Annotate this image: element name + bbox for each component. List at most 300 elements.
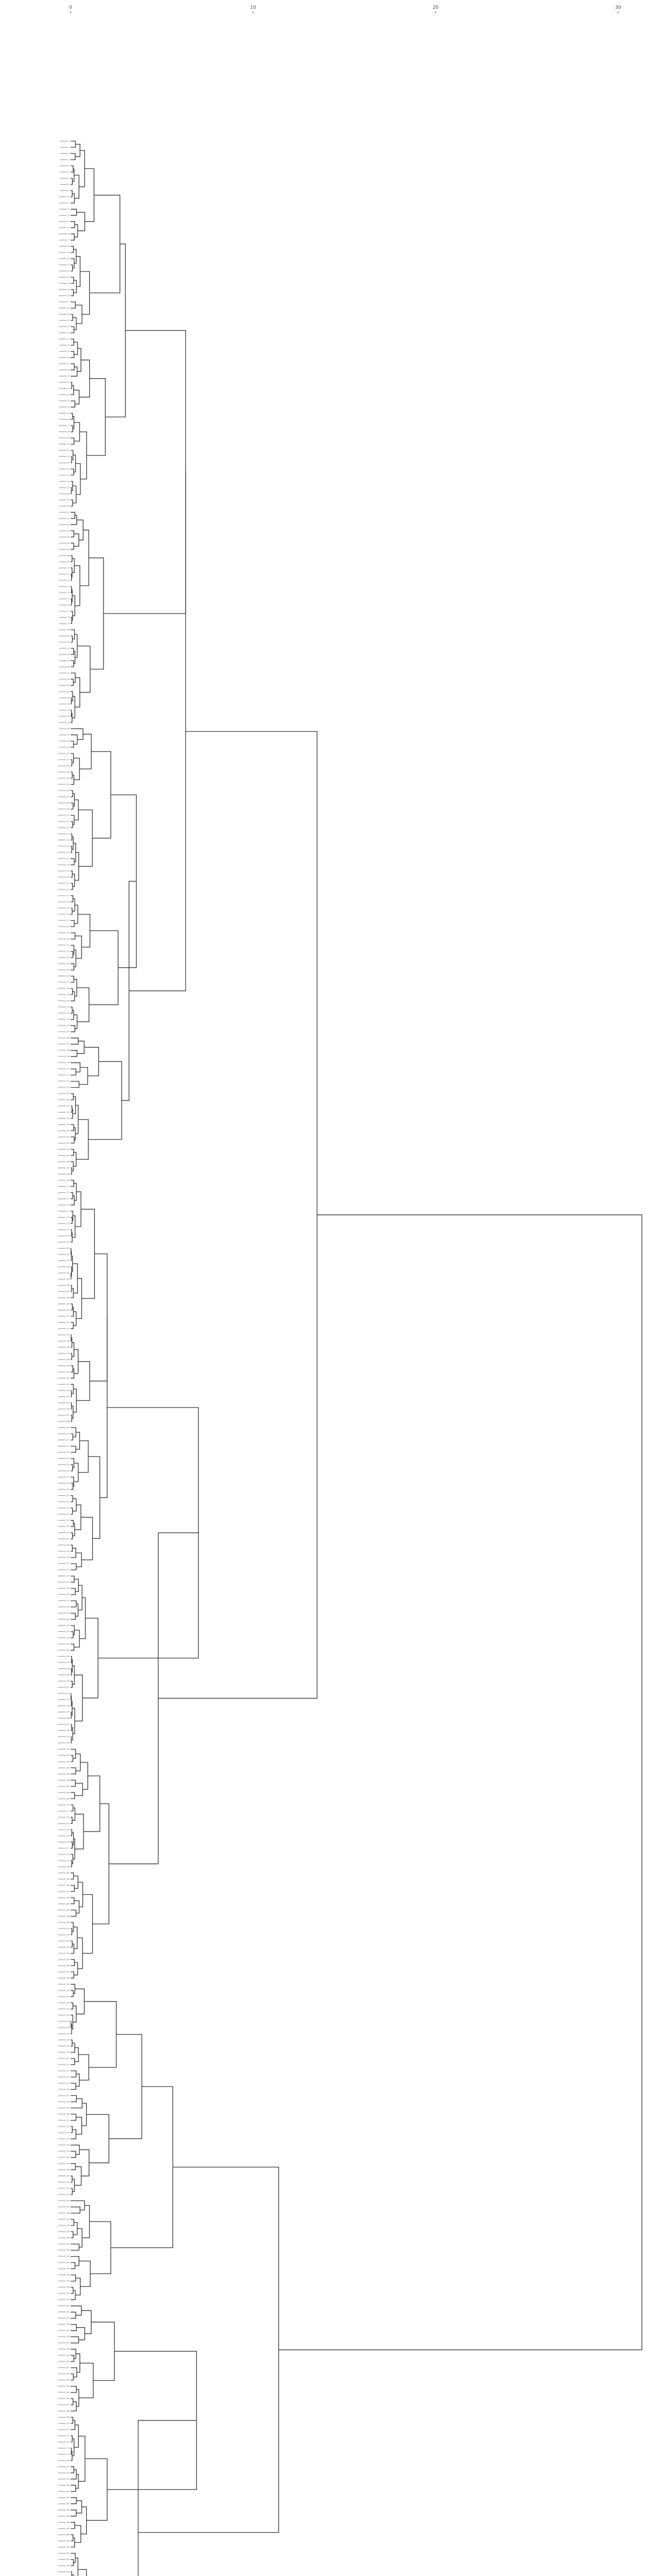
dendrogram-link <box>76 1278 82 1318</box>
leaf-label: comment_14 <box>59 221 70 223</box>
leaf-label: comment_258 <box>58 1730 70 1732</box>
leaf-label: comment_126 <box>58 913 70 916</box>
dendrogram-link <box>71 364 74 370</box>
leaf-label: comment_307 <box>58 2032 70 2035</box>
dendrogram-link <box>105 244 125 417</box>
leaf-label: comment_208 <box>58 1420 70 1422</box>
leaf-label: comment_217 <box>58 1476 70 1479</box>
dendrogram-link <box>71 859 74 865</box>
dendrogram-link <box>71 976 74 982</box>
dendrogram-link <box>73 317 76 330</box>
leaf-label: comment_220 <box>58 1495 70 1497</box>
dendrogram-link <box>79 432 86 479</box>
dendrogram-link <box>75 144 80 157</box>
dendrogram-link <box>71 1137 74 1143</box>
dendrogram-link <box>71 141 75 147</box>
leaf-label: comment_221 <box>58 1501 70 1503</box>
leaf-label: comment_66 <box>59 542 70 545</box>
leaf-label: comment_385 <box>58 2515 70 2517</box>
leaf-label: comment_67 <box>59 548 70 551</box>
leaf-label: comment_39 <box>59 375 70 378</box>
dendrogram-link <box>90 1254 107 1381</box>
leaf-label: comment_85 <box>59 659 70 662</box>
leaf-label: comment_308 <box>58 2039 70 2041</box>
dendrogram-link <box>71 543 74 549</box>
dendrogram-link <box>71 1289 73 1298</box>
leaf-label: comment_215 <box>58 1464 70 1466</box>
leaf-label: comment_131 <box>58 944 70 946</box>
dendrogram-link <box>71 2325 76 2331</box>
leaf-label: comment_363 <box>58 2379 70 2381</box>
leaf-label: comment_316 <box>58 2088 70 2091</box>
dendrogram-link <box>71 1193 73 1199</box>
dendrogram-link <box>71 2553 75 2563</box>
leaf-label: comment_137 <box>58 981 70 984</box>
leaf-label: comment_128 <box>58 925 70 928</box>
dendrogram-link <box>71 884 73 890</box>
leaf-label: comment_23 <box>59 276 70 279</box>
leaf-label: comment_214 <box>58 1458 70 1460</box>
leaf-label: comment_147 <box>58 1043 70 1045</box>
leaf-label: comment_140 <box>58 999 70 1002</box>
leaf-label: comment_323 <box>58 2131 70 2134</box>
leaf-label: comment_141 <box>58 1006 70 1008</box>
dendrogram-link <box>71 791 73 797</box>
dendrogram-link <box>75 1783 83 1795</box>
leaf-label: comment_233 <box>58 1575 70 1578</box>
leaf-label: comment_332 <box>58 2187 70 2190</box>
dendrogram-link <box>92 1804 109 1924</box>
leaf-label: comment_152 <box>58 1074 70 1076</box>
dendrogram-link <box>71 1984 75 1993</box>
leaf-label: comment_177 <box>58 1228 70 1231</box>
leaf-label: comment_100 <box>58 752 70 755</box>
dendrogram-link <box>82 1618 98 1698</box>
dendrogram-link <box>78 2436 85 2482</box>
leaf-label: comment_290 <box>58 1927 70 1930</box>
leaf-label: comment_314 <box>58 2076 70 2078</box>
dendrogram-link <box>71 209 76 215</box>
leaf-label: comment_33 <box>59 338 70 341</box>
leaf-label: comment_144 <box>58 1024 70 1027</box>
leaf-label: comment_302 <box>58 2002 70 2004</box>
dendrogram-link <box>71 2275 76 2281</box>
leaf-label: comment_133 <box>58 956 70 959</box>
leaf-label: comment_373 <box>58 2441 70 2443</box>
leaf-label: comment_303 <box>58 2008 70 2010</box>
leaf-label: comment_252 <box>58 1692 70 1695</box>
dendrogram-link <box>71 728 83 739</box>
dendrogram-link <box>71 1069 76 1075</box>
leaf-label: comment_12 <box>59 208 70 211</box>
leaf-label: comment_28 <box>59 307 70 310</box>
leaf-label: comment_6 <box>60 171 70 174</box>
leaf-label: comment_83 <box>59 647 70 650</box>
leaf-label: comment_369 <box>58 2416 70 2418</box>
leaf-label: comment_322 <box>58 2125 70 2128</box>
leaf-label: comment_391 <box>58 2552 70 2554</box>
leaf-label: comment_109 <box>58 808 70 810</box>
leaf-label: comment_224 <box>58 1519 70 1522</box>
dendrogram-link <box>71 1632 73 1638</box>
dendrogram-link <box>75 1192 81 1227</box>
dendrogram-link <box>71 759 72 766</box>
leaf-label: comment_236 <box>58 1594 70 1596</box>
leaf-label: comment_242 <box>58 1631 70 1633</box>
dendrogram-link <box>71 636 72 642</box>
leaf-label: comment_143 <box>58 1018 70 1021</box>
dendrogram-link <box>71 2349 76 2359</box>
leaf-label: comment_174 <box>58 1210 70 1212</box>
leaf-label: comment_117 <box>58 857 70 860</box>
dendrogram-link <box>71 2083 76 2089</box>
leaf-label: comment_235 <box>58 1587 70 1590</box>
dendrogram-link <box>71 1483 73 1489</box>
dendrogram-link <box>71 2470 76 2479</box>
leaf-label: comment_295 <box>58 1958 70 1961</box>
dendrogram-link <box>90 2222 111 2274</box>
leaf-label: comment_9 <box>60 190 70 192</box>
leaf-label: comment_246 <box>58 1655 70 1658</box>
leaf-label: comment_226 <box>58 1532 70 1534</box>
leaf-label: comment_375 <box>58 2453 70 2455</box>
dendrogram-link <box>71 1625 74 1635</box>
leaf-label: comment_90 <box>59 690 70 693</box>
dendrogram-link <box>71 1990 73 1996</box>
dendrogram-link <box>76 1432 80 1449</box>
leaf-label: comment_105 <box>58 783 70 786</box>
leaf-label: comment_101 <box>58 758 70 761</box>
leaf-label: comment_343 <box>58 2255 70 2258</box>
leaf-labels <box>58 140 70 2576</box>
dendrogram-link <box>71 2312 76 2318</box>
dendrogram-link <box>71 2535 73 2541</box>
leaf-label: comment_259 <box>58 1736 70 1738</box>
dendrogram-link <box>71 1669 72 1675</box>
leaf-label: comment_287 <box>58 1909 70 1911</box>
dendrogram-link <box>71 2522 75 2529</box>
leaf-label: comment_80 <box>59 629 70 631</box>
dendrogram-link <box>71 741 74 747</box>
leaf-label: comment_87 <box>59 672 70 674</box>
x-tick-label: 30 <box>615 5 621 10</box>
leaf-label: comment_364 <box>58 2385 70 2387</box>
leaf-label: comment_315 <box>58 2082 70 2084</box>
leaf-label: comment_355 <box>58 2329 70 2332</box>
leaf-label: comment_11 <box>59 202 70 205</box>
dendrogram-link <box>74 800 78 820</box>
leaf-label: comment_389 <box>58 2539 70 2542</box>
leaf-label: comment_313 <box>58 2070 70 2072</box>
leaf-label: comment_1 <box>60 140 70 143</box>
leaf-label: comment_247 <box>58 1662 70 1664</box>
dendrogram-link <box>109 2420 196 2576</box>
dendrogram-link <box>71 2386 76 2393</box>
leaf-label: comment_228 <box>58 1544 70 1547</box>
leaf-label: comment_230 <box>58 1556 70 1559</box>
leaf-label: comment_76 <box>59 604 70 606</box>
dendrogram-link <box>71 2096 76 2102</box>
leaf-label: comment_26 <box>59 295 70 297</box>
leaf-label: comment_277 <box>58 1847 70 1850</box>
leaf-label: comment_222 <box>58 1507 70 1510</box>
leaf-label: comment_339 <box>58 2230 70 2233</box>
dendrogram-link <box>71 989 73 995</box>
dendrogram-link <box>71 1768 76 1774</box>
dendrogram-link <box>71 1613 75 1619</box>
dendrogram-link <box>88 1456 100 1538</box>
leaf-label: comment_180 <box>58 1247 70 1249</box>
leaf-label: comment_138 <box>58 987 70 990</box>
leaf-label: comment_250 <box>58 1680 70 1683</box>
dendrogram-link <box>84 1047 98 1076</box>
leaf-label: comment_329 <box>58 2168 70 2171</box>
leaf-label: comment_110 <box>58 814 70 817</box>
leaf-label: comment_64 <box>59 530 70 532</box>
dendrogram-link <box>73 2006 76 2022</box>
leaf-label: comment_124 <box>58 901 70 903</box>
leaf-label: comment_336 <box>58 2212 70 2214</box>
leaf-label: comment_82 <box>59 641 70 643</box>
dendrogram-link <box>71 2043 75 2052</box>
dendrogram-link <box>78 914 90 947</box>
leaf-label: comment_159 <box>58 1117 70 1120</box>
leaf-label: comment_227 <box>58 1538 70 1540</box>
dendrogram-link <box>71 2485 76 2492</box>
leaf-label: comment_216 <box>58 1470 70 1472</box>
leaf-label: comment_98 <box>59 740 70 742</box>
dendrogram-link <box>71 1910 76 1916</box>
dendrogram-link <box>71 908 72 914</box>
leaf-label: comment_284 <box>58 1890 70 1893</box>
leaf-label: comment_2 <box>60 146 70 149</box>
leaf-label: comment_150 <box>58 1061 70 1064</box>
leaf-label: comment_139 <box>58 993 70 996</box>
leaf-label: comment_162 <box>58 1136 70 1138</box>
leaf-label: comment_270 <box>58 1804 70 1806</box>
dendrogram-link <box>74 1901 79 1913</box>
dendrogram-link <box>88 1061 122 1139</box>
dendrogram-link <box>71 1496 73 1502</box>
leaf-label: comment_84 <box>59 653 70 656</box>
dendrogram-link <box>71 1106 72 1112</box>
leaf-label: comment_63 <box>59 523 70 526</box>
dendrogram-link <box>71 1446 76 1452</box>
dendrogram-link <box>71 2003 73 2009</box>
dendrogram-link <box>71 772 72 778</box>
leaf-label: comment_171 <box>58 1191 70 1194</box>
leaf-label: comment_321 <box>58 2119 70 2122</box>
leaf-label: comment_231 <box>58 1563 70 1565</box>
dendrogram-link <box>81 1517 93 1560</box>
dendrogram-link <box>71 2232 73 2238</box>
dendrogram-link <box>71 367 77 376</box>
dendrogram-link <box>74 390 79 404</box>
dendrogram-link <box>89 558 104 669</box>
leaf-label: comment_111 <box>58 820 70 823</box>
dendrogram-link <box>71 1217 72 1224</box>
leaf-label: comment_72 <box>59 579 70 582</box>
leaf-label: comment_306 <box>58 2026 70 2029</box>
dendrogram-link <box>81 1209 94 1298</box>
leaf-label: comment_370 <box>58 2422 70 2425</box>
leaf-label: comment_191 <box>58 1315 70 1317</box>
leaf-label: comment_3 <box>60 152 70 155</box>
dendrogram-link <box>71 2130 76 2139</box>
leaf-label: comment_304 <box>58 2014 70 2016</box>
leaf-label: comment_25 <box>59 289 70 291</box>
dendrogram-link <box>71 2189 72 2195</box>
dendrogram-link <box>100 1317 107 1498</box>
leaf-label: comment_164 <box>58 1148 70 1150</box>
dendrogram-link <box>71 1434 73 1440</box>
leaf-label: comment_121 <box>58 882 70 885</box>
dendrogram-link <box>74 1463 78 1482</box>
leaf-label: comment_74 <box>59 591 70 594</box>
leaf-label: comment_134 <box>58 962 70 965</box>
dendrogram-link <box>158 732 317 1699</box>
leaf-label: comment_197 <box>58 1352 70 1354</box>
leaf-label: comment_58 <box>59 493 70 495</box>
dendrogram-link <box>71 1026 75 1032</box>
leaf-label: comment_16 <box>59 233 70 235</box>
dendrogram-link <box>74 1015 77 1029</box>
leaf-label: comment_379 <box>58 2478 70 2480</box>
leaf-label: comment_388 <box>58 2533 70 2536</box>
dendrogram-link <box>71 1149 74 1156</box>
dendrogram-link <box>71 2176 72 2182</box>
dendrogram-link <box>74 1579 78 1591</box>
leaf-label: comment_68 <box>59 554 70 557</box>
leaf-label: comment_24 <box>59 282 70 285</box>
leaf-label: comment_86 <box>59 666 70 668</box>
dendrogram-link <box>78 810 92 867</box>
leaf-label: comment_324 <box>58 2138 70 2140</box>
leaf-label: comment_155 <box>58 1092 70 1095</box>
dendrogram-link <box>71 679 73 685</box>
leaf-label: comment_154 <box>58 1086 70 1089</box>
dendrogram-link <box>77 1938 82 1969</box>
dendrogram-link <box>71 194 74 203</box>
dendrogram-link <box>71 2151 76 2158</box>
dendrogram-link <box>71 1928 72 1935</box>
leaf-label: comment_299 <box>58 1983 70 1986</box>
leaf-label: comment_161 <box>58 1129 70 1132</box>
leaf-label: comment_99 <box>59 746 70 749</box>
leaf-label: comment_288 <box>58 1915 70 1918</box>
leaf-label: comment_386 <box>58 2521 70 2523</box>
leaf-label: comment_89 <box>59 684 70 687</box>
leaf-label: comment_199 <box>58 1364 70 1367</box>
leaf-label: comment_73 <box>59 585 70 588</box>
leaf-label: comment_157 <box>58 1105 70 1107</box>
leaf-label: comment_57 <box>59 486 70 489</box>
leaf-label: comment_112 <box>58 826 70 829</box>
leaf-label: comment_204 <box>58 1395 70 1398</box>
dendrogram-link <box>71 178 72 184</box>
dendrogram-link <box>91 752 111 838</box>
leaf-label: comment_127 <box>58 919 70 922</box>
dendrogram-link <box>71 2402 76 2411</box>
leaf-label: comment_61 <box>59 511 70 514</box>
leaf-label: comment_260 <box>58 1742 70 1744</box>
leaf-label: comment_88 <box>59 678 70 681</box>
dendrogram-link <box>71 1168 72 1174</box>
leaf-label: comment_241 <box>58 1624 70 1627</box>
dendrogram-link <box>71 1415 72 1421</box>
dendrogram-link <box>76 2328 85 2340</box>
dendrogram-link <box>71 314 73 320</box>
dendrogram-link <box>79 2261 90 2287</box>
dendrogram-link <box>71 2145 79 2155</box>
leaf-label: comment_378 <box>58 2471 70 2474</box>
dendrogram-link <box>71 1063 80 1072</box>
dendrogram-link <box>71 265 73 271</box>
leaf-label: comment_333 <box>58 2193 70 2196</box>
leaf-label: comment_46 <box>59 418 70 421</box>
leaf-label: comment_269 <box>58 1798 70 1800</box>
leaf-label: comment_170 <box>58 1185 70 1188</box>
dendrogram-link <box>74 1349 78 1374</box>
leaf-label: comment_263 <box>58 1760 70 1763</box>
leaf-label: comment_201 <box>58 1377 70 1379</box>
dendrogram-link <box>71 1508 73 1514</box>
leaf-label: comment_56 <box>59 480 70 483</box>
dendrogram-link <box>71 1304 72 1310</box>
leaf-label: comment_283 <box>58 1884 70 1887</box>
leaf-label: comment_256 <box>58 1717 70 1720</box>
dendrogram-link <box>71 2201 85 2210</box>
leaf-label: comment_352 <box>58 2311 70 2313</box>
leaf-label: comment_268 <box>58 1791 70 1794</box>
leaf-label: comment_156 <box>58 1098 70 1101</box>
leaf-label: comment_358 <box>58 2348 70 2350</box>
dendrogram-link <box>74 758 80 779</box>
leaf-label: comment_151 <box>58 1067 70 1070</box>
leaf-label: comment_257 <box>58 1723 70 1726</box>
leaf-label: comment_350 <box>58 2298 70 2301</box>
leaf-label: comment_186 <box>58 1284 70 1286</box>
leaf-label: comment_211 <box>58 1439 70 1442</box>
leaf-label: comment_122 <box>58 888 70 891</box>
dendrogram-link <box>71 1533 73 1539</box>
dendrogram-link <box>71 555 72 562</box>
dendrogram-link <box>77 988 89 1022</box>
leaf-label: comment_320 <box>58 2113 70 2115</box>
leaf-label: comment_102 <box>58 765 70 767</box>
dendrogram-link <box>71 2399 73 2405</box>
dendrogram-link <box>71 1323 73 1329</box>
leaf-label: comment_351 <box>58 2304 70 2307</box>
leaf-label: comment_225 <box>58 1526 70 1528</box>
leaf-label: comment_97 <box>59 734 70 736</box>
leaf-label: comment_104 <box>58 777 70 779</box>
leaf-label: comment_360 <box>58 2360 70 2363</box>
leaf-label: comment_19 <box>59 251 70 254</box>
leaf-label: comment_40 <box>59 381 70 384</box>
dendrogram-link <box>71 2467 74 2473</box>
dendrogram-link <box>71 2417 73 2424</box>
dendrogram-link <box>71 2374 73 2380</box>
dendrogram-link <box>71 2287 73 2294</box>
leaf-label: comment_294 <box>58 1952 70 1955</box>
leaf-label: comment_198 <box>58 1358 70 1361</box>
leaf-label: comment_106 <box>58 789 70 792</box>
dendrogram-link <box>71 896 73 902</box>
leaf-label: comment_202 <box>58 1383 70 1385</box>
dendrogram-link <box>71 1656 72 1663</box>
leaf-label: comment_264 <box>58 1767 70 1769</box>
